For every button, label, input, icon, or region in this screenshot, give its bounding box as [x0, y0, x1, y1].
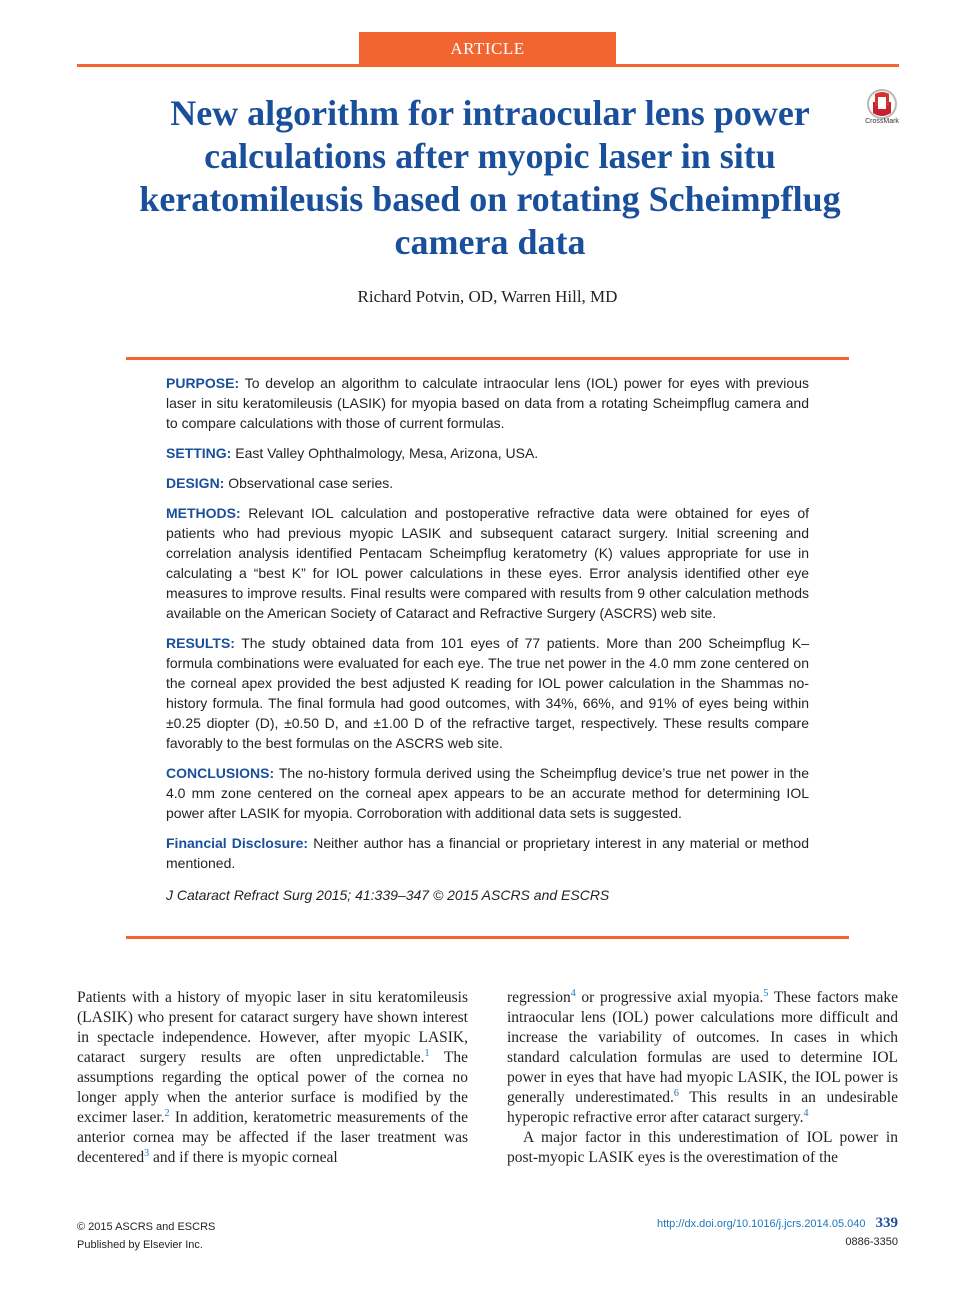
abstract-methods: [166, 503, 809, 623]
conclusions-text: The no-history formula derived using the Scheimpflug device’s true net power in the 4.0 mm zone centered on the corneal apex appears to be an accurate method for determining IOL power after LASIK for myopia. Corroboration with additional data sets is suggested.: [166, 765, 809, 821]
body-text: Patients with a history of myopic laser in situ keratomileusis (LASIK) who present for cataract surgery have shown interest in spectacle independence. However, after myopic LASIK, cataract surgery results are often unpredictable.: [77, 989, 468, 1066]
body-paragraph: [507, 988, 898, 1128]
footer-left: [77, 1218, 215, 1254]
body-text: The assumptions regarding the optical power of the cornea no longer apply when the anterior surface is modified by the excimer laser.: [77, 1049, 468, 1126]
design-text: Observational case series.: [228, 475, 394, 491]
disclosure-label: Financial Disclosure:: [166, 835, 309, 851]
abstract-results: [166, 633, 809, 753]
abstract-top-rule: [126, 357, 849, 360]
abstract-setting: [166, 443, 809, 463]
abstract-conclusions: [166, 763, 809, 823]
publisher: Published by Elsevier Inc.: [77, 1239, 203, 1251]
reference-link[interactable]: 2: [164, 1107, 170, 1119]
reference-link[interactable]: 3: [144, 1147, 150, 1159]
body-left-column: [77, 988, 468, 1168]
body-text: and if there is myopic corneal: [149, 1149, 338, 1166]
issn: 0886-3350: [845, 1236, 898, 1248]
conclusions-label: CONCLUSIONS:: [166, 765, 275, 781]
setting-text: East Valley Ophthalmology, Mesa, Arizona, USA.: [235, 445, 539, 461]
abstract-bottom-rule: [126, 936, 849, 939]
footer-right: [657, 1214, 898, 1251]
body-paragraph: [77, 988, 468, 1168]
results-label: RESULTS:: [166, 635, 235, 651]
abstract: [166, 373, 809, 915]
journal-citation: J Cataract Refract Surg 2015; 41:339–347 © 2015 ASCRS and ESCRS: [166, 887, 610, 903]
disclosure-text: Neither author has a financial or proprietary interest in any material or method mentioned.: [166, 835, 809, 871]
reference-link[interactable]: 5: [763, 987, 769, 999]
doi-link[interactable]: http://dx.doi.org/10.1016/j.jcrs.2014.05.040: [656, 1218, 866, 1230]
reference-link[interactable]: 4: [803, 1107, 809, 1119]
body-text: This results in an undesirable hyperopic refractive error after cataract surgery.: [507, 1089, 898, 1126]
design-label: DESIGN:: [166, 475, 225, 491]
crossmark-label: CrossMark: [865, 118, 899, 125]
article-type-tag: ARTICLE: [359, 32, 616, 65]
setting-label: SETTING:: [166, 445, 232, 461]
body-right-column: [507, 988, 898, 1168]
reference-link[interactable]: 1: [424, 1047, 430, 1059]
article-title: New algorithm for intraocular lens power calculations after myopic laser in situ keratomileusis based on rotating Scheimpflug camera data: [139, 93, 841, 262]
body-text: or progressive axial myopia.: [575, 989, 764, 1006]
body-paragraph: A major factor in this underestimation of IOL power in post-myopic LASIK eyes is the overestimation of the: [507, 1129, 898, 1166]
body-text: These factors make intraocular lens (IOL) power calculations more difficult and increase the variability of outcomes. In cases in which standard calculation formulas are used to determine IOL power in eyes that have had myopic LASIK, the IOL power is generally underestimated.: [507, 989, 899, 1106]
reference-link[interactable]: 6: [673, 1087, 679, 1099]
methods-text: Relevant IOL calculation and postoperative refractive data were obtained for eyes of patients who had previous myopic LASIK and subsequent cataract surgery. Initial screening and correlation analysis identified Pentacam Scheimpflug keratometry (K) values appropriate for use in calculating a “best K” for IOL power calculations in these eyes. Error analysis identified other eye measures to improve results. Final results were compared with results from 9 other calculation methods available on the American Society of Cataract and Refractive Surgery (ASCRS) web site.: [166, 505, 810, 621]
methods-label: METHODS:: [166, 505, 241, 521]
abstract-disclosure: [166, 833, 809, 873]
author-list: Richard Potvin, OD, Warren Hill, MD: [357, 287, 618, 306]
body-text: regression: [507, 989, 571, 1006]
results-text: The study obtained data from 101 eyes of 77 patients. More than 200 Scheimpflug K–formula combinations were evaluated for each eye. The true net power in the 4.0 mm zone centered on the corneal apex provided the best adjusted K reading for IOL power calculation in the Shammas no-history formula. The final formula had good outcomes, with 34%, 66%, and 91% of eyes being within ±0.25 diopter (D), ±0.50 D, and ±1.00 D of the refractive target, respectively. These results compare favorably to the best formulas on the ASCRS web site.: [166, 635, 809, 751]
page-number: 339: [875, 1215, 898, 1231]
purpose-label: PURPOSE:: [166, 375, 240, 391]
body-text: In addition, keratometric measurements of the anterior cornea may be affected if the laser treatment was decentered: [77, 1109, 468, 1166]
abstract-design: [166, 473, 809, 493]
top-rule: [77, 64, 899, 67]
copyright: © 2015 ASCRS and ESCRS: [77, 1221, 216, 1233]
purpose-text: To develop an algorithm to calculate intraocular lens (IOL) power for eyes with previous laser in situ keratomileusis (LASIK) for myopia based on data from a rotating Scheimpflug camera and to compare calculations with those of current formulas.: [166, 375, 809, 431]
reference-link[interactable]: 4: [570, 987, 576, 999]
abstract-purpose: [166, 373, 809, 433]
